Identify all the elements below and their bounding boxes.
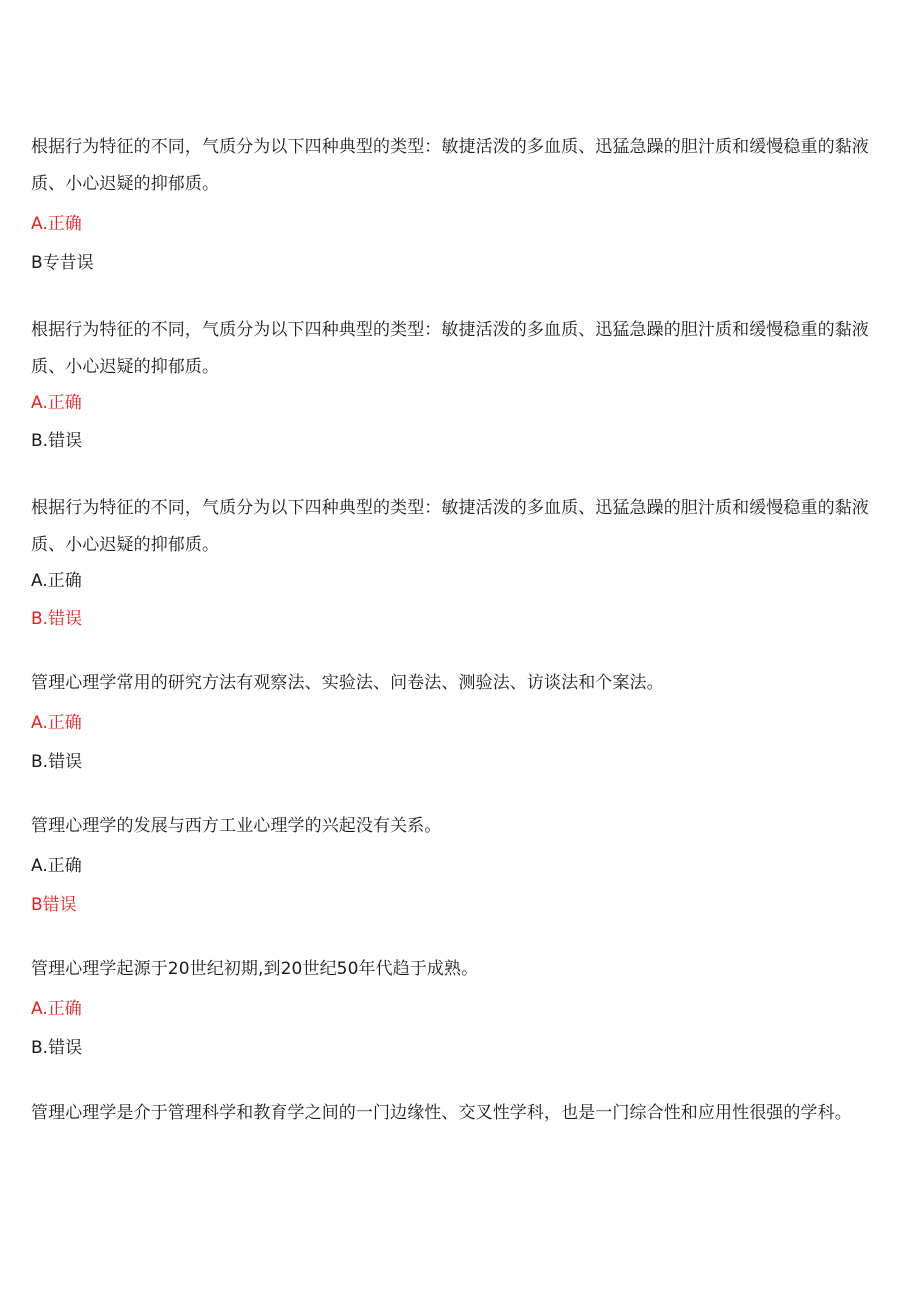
option-a: A.正确	[31, 571, 82, 591]
question-text-line: 质、小心迟疑的抑郁质。	[31, 535, 220, 555]
option-a: A.正确	[31, 214, 82, 234]
option-a: A.正确	[31, 999, 82, 1019]
question-text-line: 管理心理学起源于20世纪初期,到20世纪50年代趋于成熟。	[31, 959, 479, 979]
option-a: A.正确	[31, 393, 82, 413]
option-b: B.错误	[31, 431, 83, 451]
question-text-line: 管理心理学常用的研究方法有观察法、实验法、问卷法、测验法、访谈法和个案法。	[31, 673, 664, 693]
option-b: B.错误	[31, 752, 83, 772]
option-b: B错误	[31, 895, 77, 915]
option-b: B.错误	[31, 609, 83, 629]
question-text-line: 管理心理学是介于管理科学和教育学之间的一门边缘性、交叉性学科，也是一门综合性和应用性很强的学科。	[31, 1103, 852, 1123]
question-text-line: 根据行为特征的不同，气质分为以下四种典型的类型：敏捷活泼的多血质、迅猛急躁的胆汁质和缓慢稳重的黏液	[31, 137, 869, 157]
question-text-line: 根据行为特征的不同，气质分为以下四种典型的类型：敏捷活泼的多血质、迅猛急躁的胆汁质和缓慢稳重的黏液	[31, 498, 869, 518]
question-text-line: 质、小心迟疑的抑郁质。	[31, 174, 220, 194]
question-text-line: 质、小心迟疑的抑郁质。	[31, 357, 220, 377]
option-b: B.错误	[31, 1038, 83, 1058]
question-text-line: 管理心理学的发展与西方工业心理学的兴起没有关系。	[31, 816, 442, 836]
question-text-line: 根据行为特征的不同，气质分为以下四种典型的类型：敏捷活泼的多血质、迅猛急躁的胆汁质和缓慢稳重的黏液	[31, 320, 869, 340]
option-a: A.正确	[31, 713, 82, 733]
option-a: A.正确	[31, 856, 82, 876]
option-b: B专昔误	[31, 253, 94, 273]
